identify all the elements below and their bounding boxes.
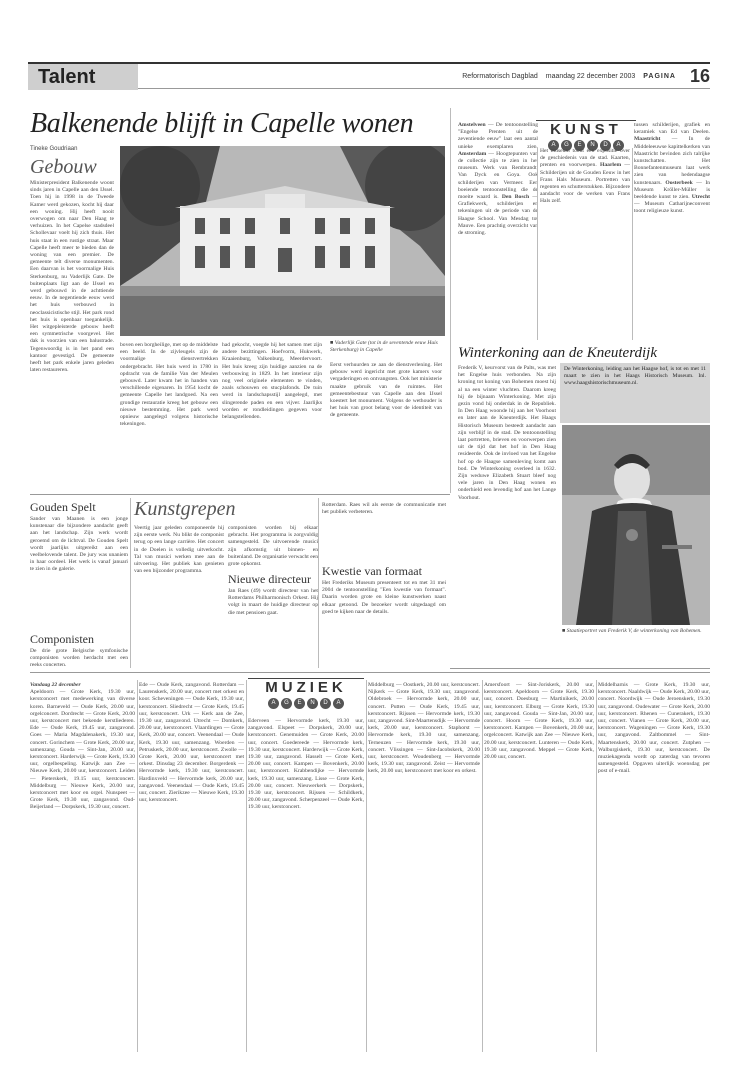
article-column-3: had gekocht, voegde hij het samen met zijn andere bezittingen. Hoefvorm, Hukwerk, Kraaienburg, Valkenburg, Meerdervoort. Het huis kreeg zijn huidige aanzien na de verbouwing in 1829. In het interieur zijn nog veel originele elementen te vinden, zoals schouwen en stucplafonds. De tuin werd in landschapsstijl aangelegd, met slingerende paden en een vijver. Jaarlijks worden er rondleidingen gegeven voor belangstellenden. xyxy=(222,342,322,421)
byline: Tineke Goudriaan xyxy=(30,146,78,152)
nieuwe-directeur-head: Nieuwe directeur xyxy=(228,572,311,586)
componisten-head: Componisten xyxy=(30,632,95,646)
agenda-letter: A xyxy=(268,698,279,709)
kunstgrepen-col-2: componisten worden bij elkaar gebracht. Het programma is zorgvuldig samengesteld. De uitvoerende musici zijn afkomstig uit binnen- en buitenland. De organisatie verwacht een grote opkomst. xyxy=(228,525,318,568)
portrait-caption: ■ Staatieportret van Frederik V, de winterkoning van Bohemen. xyxy=(562,628,702,634)
muziek-col-2: Ede — Oude Kerk, zangavond. Rotterdam — Laurenskerk, 20.00 uur, concert met orkest en koor. Scheveningen — Oude Kerk, 19.30 uur, kerstconcert. Sliedrecht — Grote Kerk, 19.45 uur, kerstconcert. Urk — Kerk aan de Zee, 19.30 uur, zangavond. Utrecht — Domkerk, 20.00 uur, kerstconcert. Vlaardingen — Grote Kerk, 20.00 uur, concert. Veenendaal — Oude Kerk, 19.30 uur, samenzang. Woerden — Petruskerk, 20.00 uur, kerstconcert. Zwolle — Grote Kerk, 20.00 uur, kerstconcert met orkest. Dinsdag 23 december. Borgerdenk — Hervormde kerk, 19.30 uur, kerstconcert. Hardinxveld — Hervormde kerk, 20.00 uur, zangavond. Veenendaal — Oude Kerk, 19.45 uur, concert. Zierikzee — Nieuwe Kerk, 19.30 uur, kerstconcert. xyxy=(139,682,244,804)
agenda-item: Amstelveen xyxy=(458,122,486,128)
agenda-letter: N xyxy=(307,698,318,709)
kunst-agenda-col-3: tussen schilderijen, grafiek en keramiek van Ed van Deelen. Maastricht — In de Middeleeuwse kapittelkerken van Maastricht bevinden zich talrijke kunstschatten. Het Bonnefantenmuseum laat werk zien van hedendaagse kunstenaars. Oosterbeek — In Museum Kröller-Müller is beeldende kunst te zien. Utrecht — Museum Catharijneconvent toont religieuze kunst. xyxy=(634,122,710,215)
agenda-letter: N xyxy=(587,140,598,151)
mansion-illustration xyxy=(120,146,445,336)
header-meta xyxy=(462,66,710,87)
agenda-letter: D xyxy=(320,698,331,709)
page-number: 16 xyxy=(689,66,710,86)
agenda-item: Amsterdam xyxy=(458,150,487,157)
infobox-text: De Winterkoning, leiding aan het Haagse hof, is tot en met 11 maart te zien in het Haags Historisch Museum. Inl. www.haagshistorischmuseum.nl. xyxy=(564,366,706,387)
winterkoning-column: Frederik V, keurvorst van de Palts, was met het Engelse huis verbonden. Na zijn kroning tot koning van Bohemen moest hij al na een winter vluchten. Daarom kreeg hij de bijnaam Winterkoning. Met zijn gezin vond hij onderdak in de Republiek. In Den Haag woonde hij aan het Voorhout en later aan de Kneuterdijk. Het Haags Historisch Museum besteedt aandacht aan zijn verblijf in de stad. De tentoonstelling laat portretten, brieven en voorwerpen zien uit de tijd dat het hof in Den Haag resideerde. Ook de invloed van het Engelse hof op de Haagse samenleving komt aan bod. De Winterkoning overleed in 1632. Zijn weduwe Elizabeth Stuart bleef nog vele jaren in Den Haag wonen en onderhield een levendig hof aan het Lange Voorhout. xyxy=(458,365,556,501)
agenda-item: Den Bosch xyxy=(501,194,530,201)
kunstgrepen-head: Kunstgrepen xyxy=(134,498,236,520)
muziek-agenda-letters xyxy=(248,698,364,709)
muziek-agenda-header xyxy=(248,678,364,709)
kwestie-head: Kwestie van formaat xyxy=(322,564,422,578)
muziek-col-6: Middelharnis — Grote Kerk, 19.30 uur, kerstconcert. Naaldwijk — Oude Kerk, 20.00 uur, concert. Noordwijk — Oude Jeroenskerk, 19.30 uur, zangavond. Oudewater — Grote Kerk, 20.00 uur, kerstconcert. Rhenen — Cunerakerk, 19.30 uur, concert. Vianen — Grote Kerk, 20.00 uur, kerstconcert. Wageningen — Grote Kerk, 19.30 uur, zangavond. Zaltbommel — Sint-Maartenskerk, 20.00 uur, concert. Zutphen — Walburgiskerk, 19.30 uur, kerstconcert. De muziekagenda wordt op zaterdag van tevoren samengesteld. Opgaven uiterlijk woensdag per post of e-mail. xyxy=(598,682,710,775)
agenda-item: Oosterbeek xyxy=(665,179,693,186)
muziek-date-head: Vandaag 22 december xyxy=(30,682,81,688)
nieuwe-directeur-text: Jan Raes (49) wordt directeur van het Rotterdams Philharmonisch Orkest. Hij volgt in maart de huidige directeur op die met pensioen gaat. xyxy=(228,588,318,616)
gouden-spelt-text: Sander van Maanen is een jonge kunstenaar die bijzondere aandacht geeft aan het landschap. Zijn werk wordt geroemd om de lichtval. De Gouden Spelt wordt jaarlijks uitgereikt aan een veelbelovende talent. De jury was unaniem in haar oordeel. Het werk is vanaf januari te zien in de galerie. xyxy=(30,516,128,573)
gouden-spelt-head: Gouden Spelt xyxy=(30,500,96,514)
mansion-photo xyxy=(120,146,445,336)
muziek-col-1: Vandaag 22 december Apeldoorn — Grote Kerk, 19.30 uur, kerstconcert met medewerking van diverse koren. Barneveld — Oude Kerk, 20.00 uur, orgelconcert. Dordrecht — Grote Kerk, 20.00 uur, kerstconcert met bekende kerstliederen. Ede — Oude Kerk, 19.45 uur, zangavond. Goes — Maria Magdalenakerk, 19.30 uur, concert. Gorinchem — Grote Kerk, 20.00 uur, samenzang. Gouda — Sint-Jan, 20.00 uur, kerstconcert. Harderwijk — Grote Kerk, 19.30 uur, orgelbespeling. Katwijk aan Zee — Nieuwe Kerk, 20.00 uur, kerstconcert. Leiden — Pieterskerk, 19.15 uur, kerstconcert. Middelburg — Nieuwe Kerk, 20.00 uur, kerstconcert met koor en orgel. Nunspeet — Grote Kerk, 19.30 uur, zangavond. Oud-Beijerland — Dorpskerk, 19.30 uur, concert. xyxy=(30,682,135,811)
article-column-2: boven een borgheilige, met op de middelste een beeld. In de zijvleugels zijn de voormalige dienstvertrekken ondergebracht. Het huis werd in 1780 in opdracht van de familie Van der Meulen gebouwd. Later kwam het in handen van verschillende eigenaren. In 1954 kocht de gemeente Capelle het landgoed. Na een grondige restauratie kreeg het gebouw een nieuwe bestemming. Het park werd opnieuw aangelegd volgens historische tekeningen. xyxy=(120,342,218,428)
muziek-col-3: Ederveen — Hervormde kerk, 19.30 uur, zangavond. Elspeet — Dorpskerk, 20.00 uur, kerstconcert. Genemuiden — Grote Kerk, 20.00 uur, concert. Goedereede — Hervormde kerk, 19.30 uur, kerstconcert. Harderwijk — Grote Kerk, 19.30 uur, zangavond. Hasselt — Grote Kerk, 20.00 uur, concert. Kampen — Bovenkerk, 20.00 uur, kerstconcert. Krabbendijke — Hervormde kerk, 19.30 uur, samenzang. Lisse — Grote Kerk, 20.00 uur, concert. Nieuwerkerk — Dorpskerk, 19.30 uur, kerstconcert. Rijssen — Schildkerk, 20.00 uur, zangavond. Scherpenzeel — Oude Kerk, 19.30 uur, kerstconcert. xyxy=(248,718,364,811)
page-header xyxy=(28,62,710,96)
kunst-agenda-col-1: Amstelveen — De tentoonstelling "Engelse Prenten uit de zeventiende eeuw" laat een aantal unieke exemplaren zien. Amsterdam — Hoogtepunten van de collectie zijn te zien in het museum. Werk van Rembrandt, Van Dyck en Goya. Ook schilderijen van Vermeer. Een boeiende tentoonstelling die de moeite waard is. Den Bosch — Grafiekwerk, schilderijen en tekeningen uit de periode van de Haagse School. Van Mesdag tot Mauve. Een prachtig overzicht van de stroming. xyxy=(458,122,538,237)
winterkoning-infobox xyxy=(560,363,710,423)
kunstgrepen-col-1: Veertig jaar geleden componeerde hij zijn eerste werk. Nu blikt de componist terug op een lange carrière. Het concert in de Doelen is volledig uitverkocht. Tal van musici werken mee aan de uitvoering. Het publiek kan genieten van een bijzonder programma. xyxy=(134,525,224,575)
muziek-col-4: Middelburg — Oostkerk, 20.00 uur, kerstconcert. Nijkerk — Grote Kerk, 19.30 uur, zangavond. Oldebroek — Hervormde kerk, 20.00 uur, concert. Putten — Oude Kerk, 19.45 uur, kerstconcert. Rijssen — Hervormde kerk, 19.30 uur, zangavond. Sint-Maartensdijk — Hervormde kerk, 20.00 uur, kerstconcert. Staphorst — Hervormde kerk, 19.30 uur, samenzang. Terneuzen — Hervormde kerk, 19.30 uur, concert. Vlissingen — Sint-Jacobskerk, 20.00 uur, kerstconcert. Woudenberg — Hervormde kerk, 19.30 uur, zangavond. Zeist — Hervormde kerk, 20.00 uur, kerstconcert met koor en orkest. xyxy=(368,682,480,775)
muziek-col-5: Amersfoort — Sint-Joriskerk, 20.00 uur, kerstconcert. Apeldoorn — Grote Kerk, 19.30 uur, concert. Doesburg — Martinikerk, 20.00 uur, kerstconcert. Elburg — Grote Kerk, 19.30 uur, zangavond. Gouda — Sint-Jan, 20.00 uur, concert. Hoorn — Grote Kerk, 19.30 uur, kerstconcert. Kampen — Bovenkerk, 20.00 uur, orgelconcert. Katwijk aan Zee — Nieuwe Kerk, 20.00 uur, kerstconcert. Lunteren — Oude Kerk, 19.30 uur, zangavond. Meppel — Grote Kerk, 20.00 uur, concert. xyxy=(484,682,594,761)
agenda-letter: A xyxy=(548,140,559,151)
winterkoning-headline: Winterkoning aan de Kneuterdijk xyxy=(458,345,657,361)
kwestie-intro: Rotterdam. Raes wil als eerste de communicatie met het publiek verbeteren. xyxy=(322,502,446,516)
agenda-letter: A xyxy=(613,140,624,151)
agenda-letter: A xyxy=(333,698,344,709)
page-label: PAGINA xyxy=(643,73,676,80)
componisten-text: De drie grote Belgische symfonische componisten worden herdacht met een reeks concerten. xyxy=(30,648,128,668)
gebouw-label: Gebouw xyxy=(30,156,97,178)
agenda-item: Maastricht xyxy=(634,136,661,143)
muziek-title: MUZIEK xyxy=(248,678,364,696)
agenda-letter: G xyxy=(281,698,292,709)
agenda-item: Haarlem xyxy=(600,162,622,169)
kunst-agenda-header xyxy=(536,120,636,151)
kwestie-text: Het Frederiks Museum presenteert tot en met 31 mei 2004 de tentoonstelling "Een kwestie van formaat". Daarin worden grote en kleine kunstwerken naast elkaar getoond. De bezoeker wordt uitgedaagd om goed te kijken naar de details. xyxy=(322,580,446,615)
kunst-agenda-col-2: Het museum toont een expositie over de geschiedenis van de stad. Kaarten, prenten en voorwerpen. Haarlem — Schilderijen uit de Gouden Eeuw in het Frans Hals Museum. Portretten van regenten en schutterstukken. Bijzondere aandacht voor de werken van Frans Hals zelf. xyxy=(540,148,630,205)
article-column-4: Eerst verhuurden ze aan de dienstverlening. Het gebouw werd ingericht met grote kamers voor vergaderingen en ontvangsten. Ook het ministerie maakte gebruik van de ruimtes. Het gemeentebestuur van Capelle aan den IJssel koestert het monument. Volgens de wethouder is het huis van groot belang voor de identiteit van de gemeente. xyxy=(330,362,442,419)
agenda-letter: E xyxy=(294,698,305,709)
agenda-item: Utrecht xyxy=(691,194,710,201)
agenda-letter: E xyxy=(574,140,585,151)
issue-date: maandag 22 december 2003 xyxy=(545,73,636,80)
paper-name: Reformatorisch Dagblad xyxy=(462,73,538,80)
kunst-title: KUNST xyxy=(536,120,636,138)
article-column-1: Ministerpresident Balkenende woont sinds jaren in Capelle aan den IJssel. Toen hij in 1998 in de Tweede Kamer werd gekozen, kocht hij daar een woning. Hij heeft nooit overwogen om naar Den Haag te verhuizen. In het Capelse stadsdeel Schollevaar voelt hij zich thuis. Het huis staat in een rustige straat. Maar Capelle heeft meer te bieden dan de woning van een premier. De gemeente telt diverse monumenten. Een daarvan is het voormalige Huis Sterkenburg, nu Vaderlijk Gate. De buitenplaats ligt aan de IJssel en werd gebouwd in de achttiende eeuw. In de negentiende eeuw werd het huis verbouwd in neoclassicistische stijl. Het park rond het huis is openbaar toegankelijk. Het witgepleisterde gebouw heeft een symmetrische voorgevel. Het dak is voorzien van een balustrade. Tegenwoordig is in het pand een kantoor gevestigd. De gemeente heeft het park enkele jaren geleden laten restaureren. xyxy=(30,180,114,374)
mansion-caption: ■ Vaderlijk Gate (tot in de seventende eeuw Huis Sterkenburg) in Capelle xyxy=(330,340,438,353)
portrait-illustration xyxy=(562,425,710,625)
agenda-letter: G xyxy=(561,140,572,151)
section-tab xyxy=(28,62,138,90)
main-headline: Balkenende blijft in Capelle wonen xyxy=(30,108,414,139)
section-label: Talent xyxy=(38,66,96,88)
winterkoning-portrait xyxy=(562,425,710,625)
agenda-letter: D xyxy=(600,140,611,151)
